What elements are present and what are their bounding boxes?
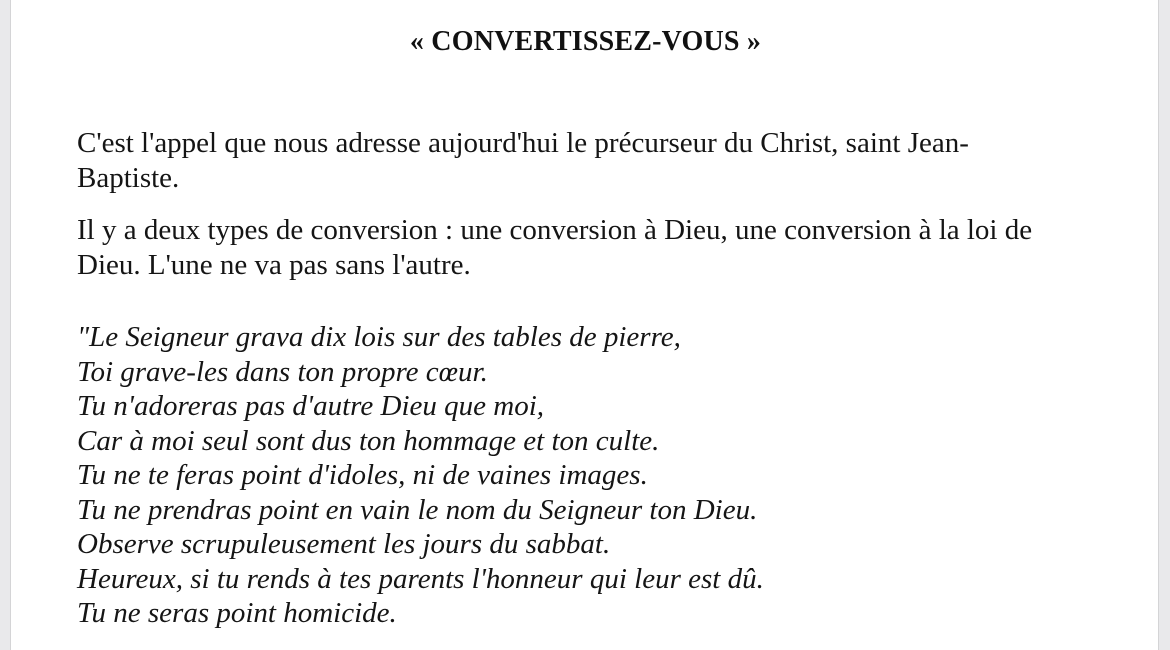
poem-line: Toi grave-les dans ton propre cœur. xyxy=(77,355,488,388)
poem-line: Observe scrupuleusement les jours du sabbat. xyxy=(77,528,611,560)
document-page xyxy=(10,0,1159,650)
poem-line: Tu ne te feras point d'idoles, ni de vaines images. xyxy=(77,459,648,491)
paragraph-conversion: Il y a deux types de conversion : une conversion à Dieu, une conversion à la loi de Dieu. L'une ne va pas sans l'autre. xyxy=(77,214,1033,281)
poem-line: Tu n'adoreras pas d'autre Dieu que moi, xyxy=(77,390,545,422)
document-title: « CONVERTISSEZ-VOUS » xyxy=(409,26,762,57)
paragraph-intro: C'est l'appel que nous adresse aujourd'hui le précurseur du Christ, saint Jean-Baptiste. xyxy=(77,127,969,194)
poem-commandments xyxy=(77,320,1077,631)
poem-line: "Le Seigneur grava dix lois sur des tables de pierre, xyxy=(77,321,681,353)
poem-line: Car à moi seul sont dus ton hommage et ton culte. xyxy=(77,424,660,457)
poem-line: Tu ne seras point homicide. xyxy=(77,597,397,629)
poem-line: Tu ne prendras point en vain le nom du Seigneur ton Dieu. xyxy=(77,493,758,526)
poem-line: Heureux, si tu rends à tes parents l'honneur qui leur est dû. xyxy=(77,562,764,595)
